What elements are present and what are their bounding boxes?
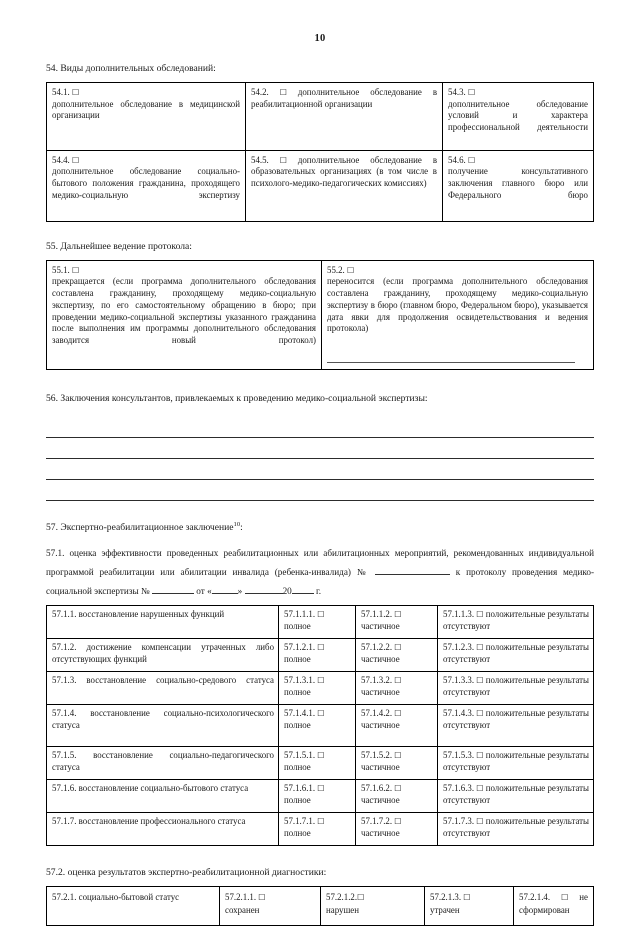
write-in-line[interactable]: [46, 459, 594, 480]
option-text: частичное: [361, 761, 400, 772]
option-text: не сформирован: [519, 892, 588, 915]
row-label-cell: [47, 747, 279, 780]
checkbox-icon[interactable]: ☐: [394, 676, 402, 686]
option-text: положительные результаты отсутствуют: [443, 675, 590, 698]
option-number: 57.1.2.3.: [443, 642, 475, 653]
row-label: достижение компенсации утраченных либо отсутствующих функций: [52, 642, 275, 665]
checkbox-icon[interactable]: ☐: [317, 817, 325, 827]
checkbox-icon[interactable]: ☐: [279, 155, 287, 165]
write-in-line[interactable]: [46, 438, 594, 459]
option-text: положительные результаты отсутствуют: [443, 750, 590, 772]
option-number: 57.1.5.3.: [443, 750, 475, 761]
cell-54-1[interactable]: [47, 82, 246, 150]
section-57-heading: [46, 521, 594, 534]
checkbox-icon[interactable]: ☐: [317, 751, 325, 761]
option-number: 57.1.3.3.: [443, 675, 475, 686]
item-number: 55.1.: [52, 264, 70, 275]
option-text: нарушен: [326, 904, 359, 915]
option-text: положительные результаты отсутствуют: [443, 708, 590, 731]
option-number: 57.1.7.1.: [284, 816, 316, 827]
section-57-heading-suffix: :: [240, 521, 243, 533]
section-54-heading: 54. Виды дополнительных обследований:: [46, 63, 216, 74]
checkbox-icon[interactable]: ☐: [476, 784, 484, 794]
footnote-marker: 10: [233, 520, 241, 528]
checkbox-icon[interactable]: ☐: [394, 784, 402, 794]
option-text: полное: [284, 621, 311, 632]
checkbox-icon[interactable]: ☐: [394, 751, 402, 761]
option-cell-full[interactable]: [279, 780, 356, 813]
item-number: 54.2.: [251, 86, 269, 97]
checkbox-icon[interactable]: ☐: [317, 784, 325, 794]
row-label-cell: [47, 672, 279, 705]
option-cell-full[interactable]: [279, 813, 356, 846]
paragraph-text-part-4: »: [237, 585, 243, 596]
section-55-heading: 55. Дальнейшее ведение протокола:: [46, 240, 192, 252]
item-number: 54.5.: [251, 154, 269, 165]
table-row: [47, 780, 594, 813]
write-in-line[interactable]: [46, 417, 594, 438]
option-number: 57.2.1.2.: [326, 892, 358, 903]
option-number: 57.1.3.1.: [284, 675, 316, 686]
table-row: [47, 260, 594, 369]
date-write-in-line[interactable]: [327, 361, 575, 363]
item-text: переносится (если программа дополнительного обследования составлена гражданину, проходящему медико-социальную экспертизу в бюро (главном бюро, Федеральном бюро), указывается дата явки для продолжения освидетельствования и ведения протокола): [327, 276, 588, 334]
checkbox-icon[interactable]: ☐: [476, 676, 484, 686]
checkbox-icon[interactable]: ☐: [279, 87, 287, 97]
checkbox-icon[interactable]: ☐: [467, 155, 476, 165]
option-text: полное: [284, 654, 311, 665]
option-cell-none[interactable]: [438, 672, 594, 705]
option-cell-partial[interactable]: [356, 813, 438, 846]
checkbox-icon[interactable]: ☐: [346, 265, 355, 275]
option-number: 57.1.1.3.: [443, 609, 475, 620]
option-cell-impaired[interactable]: [321, 887, 425, 926]
option-cell-not-formed[interactable]: [514, 887, 594, 926]
checkbox-icon[interactable]: ☐: [394, 709, 402, 719]
item-text: получение консультативного заключения главного бюро или Федерального бюро: [448, 166, 588, 200]
paragraph-text-part-1: 57.1. оценка эффективности проведенных реабилитационных или абилитационных мероприятий, рекомендованных индивидуальной программой реабилитации или абилитации инвалида (ребенка-инвалида) №: [46, 547, 594, 577]
item-text: прекращается (если программа дополнительного обследования составлена гражданину, проходящему медико-социальную экспертизу, по его самостоятельному обращению в бюро; при проведении медико-социальной экспертизы указанного гражданина после выполнения им программы дополнительного обследования заводится новый протокол): [52, 276, 316, 346]
checkbox-icon[interactable]: ☐: [71, 155, 80, 165]
checkbox-icon[interactable]: ☐: [258, 893, 266, 903]
item-text: дополнительное обследование в медицинской организации: [52, 98, 240, 121]
option-number: 57.1.2.1.: [284, 642, 316, 653]
option-number: 57.1.4.1.: [284, 708, 316, 719]
section-57-1-paragraph: [46, 544, 594, 601]
option-text: положительные результаты отсутствуют: [443, 609, 590, 632]
option-text: полное: [284, 720, 311, 731]
row-number: 57.1.5.: [52, 750, 77, 761]
option-text: частичное: [361, 654, 400, 665]
item-number: 54.6.: [448, 154, 466, 165]
option-cell-partial[interactable]: [356, 705, 438, 747]
option-number: 57.1.4.3.: [443, 708, 475, 719]
option-cell-partial[interactable]: [356, 747, 438, 780]
table-54-additional-examinations: [46, 82, 594, 222]
ipr-number-field[interactable]: [375, 574, 450, 575]
row-label: восстановление социально-бытового статуса: [78, 783, 249, 794]
checkbox-icon[interactable]: ☐: [317, 676, 325, 686]
row-label-cell: [47, 705, 279, 747]
option-text: утрачен: [430, 904, 460, 915]
checkbox-icon[interactable]: ☐: [476, 643, 484, 653]
option-number: 57.1.4.2.: [361, 708, 393, 719]
option-number: 57.2.1.4.: [519, 892, 551, 903]
option-cell-partial[interactable]: [356, 639, 438, 672]
option-cell-none[interactable]: [438, 780, 594, 813]
option-cell-none[interactable]: [438, 747, 594, 780]
checkbox-icon[interactable]: ☐: [476, 817, 484, 827]
option-number: 57.1.6.3.: [443, 783, 475, 794]
row-label: восстановление социально-средового статуса: [86, 675, 274, 686]
option-text: сохранен: [225, 904, 260, 915]
item-text: дополнительное обследование условий и характера профессиональной деятельности: [448, 98, 588, 133]
option-cell-partial[interactable]: [356, 780, 438, 813]
row-label: социально-бытовой статус: [78, 892, 180, 903]
option-cell-full[interactable]: [279, 747, 356, 780]
option-text: частичное: [361, 621, 400, 632]
table-57-1-rehabilitation-effectiveness: [46, 605, 594, 846]
cell-54-2[interactable]: [246, 82, 443, 150]
option-text: полное: [284, 687, 311, 698]
day-field[interactable]: [212, 593, 238, 594]
checkbox-icon[interactable]: ☐: [463, 893, 471, 903]
row-label: восстановление нарушенных функций: [78, 609, 225, 620]
section-57-2-heading: 57.2. оценка результатов экспертно-реабилитационной диагностики:: [46, 867, 327, 879]
row-label-cell: [47, 639, 279, 672]
option-number: 57.2.1.3.: [430, 892, 462, 903]
option-number: 57.1.5.1.: [284, 750, 316, 761]
checkbox-icon[interactable]: ☐: [467, 87, 476, 97]
option-cell-full[interactable]: [279, 639, 356, 672]
protocol-number-field[interactable]: [152, 593, 194, 594]
table-57-2-diagnostic-results: [46, 886, 594, 926]
paragraph-text-part-6: г.: [316, 585, 322, 596]
checkbox-icon[interactable]: ☐: [394, 817, 402, 827]
paragraph-text-part-3: от «: [196, 585, 212, 596]
table-row: [47, 813, 594, 846]
item-text: дополнительное обследование в образовательных организациях (в том числе в психолого-медико-педагогических комиссиях): [251, 154, 438, 189]
option-number: 57.1.7.3.: [443, 816, 475, 827]
row-label: восстановление профессионального статуса: [78, 816, 246, 827]
option-cell-partial[interactable]: [356, 606, 438, 639]
option-cell-none[interactable]: [438, 639, 594, 672]
row-label-cell: [47, 813, 279, 846]
option-cell-lost[interactable]: [425, 887, 514, 926]
row-number: 57.1.6.: [52, 783, 77, 794]
checkbox-icon[interactable]: ☐: [476, 610, 484, 620]
table-row: [47, 150, 594, 221]
option-text: положительные результаты отсутствуют: [443, 816, 590, 838]
cell-54-6[interactable]: [443, 150, 594, 221]
row-label: восстановление социально-педагогического статуса: [52, 750, 274, 772]
option-number: 57.1.6.2.: [361, 783, 393, 794]
row-number: 57.1.1.: [52, 609, 77, 620]
checkbox-icon[interactable]: ☐: [317, 643, 325, 653]
option-number: 57.1.1.1.: [284, 609, 316, 620]
option-cell-none[interactable]: [438, 813, 594, 846]
option-cell-none[interactable]: [438, 705, 594, 747]
page-number: 10: [314, 33, 326, 44]
row-number: 57.1.4.: [52, 708, 77, 719]
checkbox-icon[interactable]: ☐: [71, 265, 80, 275]
row-number: 57.2.1.: [52, 892, 77, 903]
option-cell-preserved[interactable]: [220, 887, 321, 926]
option-number: 57.1.2.2.: [361, 642, 393, 653]
option-cell-none[interactable]: [438, 606, 594, 639]
option-number: 57.1.3.2.: [361, 675, 393, 686]
paragraph-text-part-2: к протоколу проведения медико-социальной экспертизы №: [46, 566, 595, 596]
table-row: [47, 82, 594, 150]
option-text: частичное: [361, 687, 400, 698]
page-content: [46, 63, 594, 926]
cell-54-5[interactable]: [246, 150, 443, 221]
row-number: 57.1.3.: [52, 675, 77, 686]
item-number: 54.4.: [52, 154, 70, 165]
option-text: полное: [284, 794, 311, 805]
option-number: 57.1.7.2.: [361, 816, 393, 827]
checkbox-icon[interactable]: ☐: [317, 610, 325, 620]
row-number: 57.1.2.: [52, 642, 77, 653]
checkbox-icon[interactable]: ☐: [317, 709, 325, 719]
item-text: дополнительное обследование социально-бытового положения гражданина, проходящего медико-социальную экспертизу: [52, 166, 240, 200]
option-number: 57.1.5.2.: [361, 750, 393, 761]
option-cell-partial[interactable]: [356, 672, 438, 705]
month-field[interactable]: [245, 593, 283, 594]
option-cell-full[interactable]: [279, 705, 356, 747]
option-number: 57.2.1.1.: [225, 892, 257, 903]
table-row: [47, 747, 594, 780]
item-number: 54.3.: [448, 86, 466, 97]
table-row: [47, 639, 594, 672]
row-label-cell: [47, 606, 279, 639]
row-label-cell: [47, 780, 279, 813]
option-number: 57.1.6.1.: [284, 783, 316, 794]
item-text: дополнительное обследование в реабилитационной организации: [251, 86, 438, 109]
section-56-write-in-area: [46, 417, 594, 501]
option-text: частичное: [361, 720, 400, 731]
option-number: 57.1.1.2.: [361, 609, 393, 620]
table-row: [47, 606, 594, 639]
option-cell-full[interactable]: [279, 672, 356, 705]
item-number: 54.1.: [52, 86, 70, 97]
section-56-heading: 56. Заключения консультантов, привлекаемых к проведению медико-социальной экспертизы:: [46, 392, 428, 404]
table-row: [47, 705, 594, 747]
row-label-cell: [47, 887, 220, 926]
paragraph-text-part-5: 20: [282, 585, 292, 596]
write-in-line[interactable]: [46, 480, 594, 501]
table-55-protocol-continuation: [46, 260, 594, 370]
checkbox-icon[interactable]: ☐: [71, 87, 80, 97]
table-row: [47, 887, 594, 926]
cell-55-1[interactable]: [47, 260, 322, 369]
checkbox-icon[interactable]: ☐: [561, 893, 569, 903]
cell-55-2[interactable]: [322, 260, 594, 369]
option-text: полное: [284, 761, 311, 772]
option-text: частичное: [361, 827, 400, 838]
section-57-heading-text: 57. Экспертно-реабилитационное заключение: [46, 521, 234, 533]
option-text: положительные результаты отсутствуют: [443, 783, 590, 805]
cell-54-4[interactable]: [47, 150, 246, 221]
option-text: частичное: [361, 794, 400, 805]
year-field[interactable]: [292, 593, 314, 594]
table-row: [47, 672, 594, 705]
row-label: восстановление социально-психологического статуса: [52, 708, 274, 731]
option-text: положительные результаты отсутствуют: [443, 642, 590, 665]
checkbox-icon[interactable]: ☐: [394, 610, 402, 620]
row-number: 57.1.7.: [52, 816, 77, 827]
checkbox-icon[interactable]: ☐: [476, 709, 484, 719]
option-text: полное: [284, 827, 311, 838]
checkbox-icon[interactable]: ☐: [357, 893, 365, 903]
option-cell-full[interactable]: [279, 606, 356, 639]
checkbox-icon[interactable]: ☐: [394, 643, 402, 653]
item-number: 55.2.: [327, 264, 345, 275]
cell-54-3[interactable]: [443, 82, 594, 150]
checkbox-icon[interactable]: ☐: [476, 751, 484, 761]
